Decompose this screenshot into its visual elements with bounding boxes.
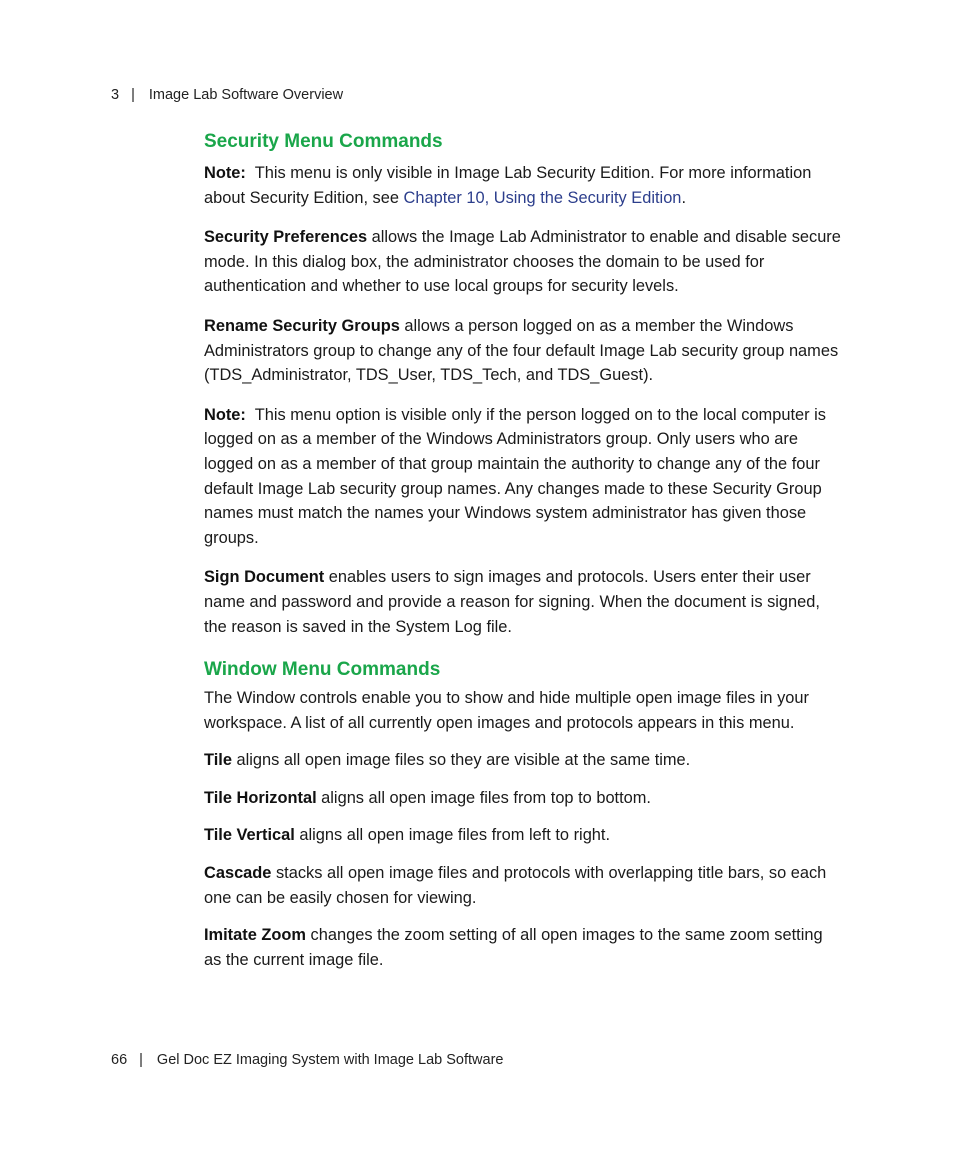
imitate-zoom-paragraph [204, 923, 844, 972]
note-label: Note: [204, 405, 246, 424]
cascade-term: Cascade [204, 864, 272, 883]
imitate-zoom-term: Imitate Zoom [204, 926, 306, 945]
footer-separator: | [139, 1052, 143, 1068]
running-footer [111, 1052, 503, 1068]
rename-security-groups-paragraph [204, 314, 844, 388]
tile-paragraph [204, 748, 844, 773]
note-label: Note: [204, 164, 246, 182]
window-intro-paragraph: The Window controls enable you to show and hide multiple open image files in your workspace. A list of all currently open images and protocols appears in this menu. [204, 689, 809, 732]
window-menu-heading: Window Menu Commands [204, 659, 441, 681]
security-menu-heading: Security Menu Commands [204, 131, 443, 152]
tile-horizontal-paragraph [204, 786, 844, 811]
tile-vertical-text: aligns all open image files from left to right. [294, 826, 611, 845]
chapter-title: Image Lab Software Overview [148, 87, 344, 103]
cascade-paragraph [204, 861, 844, 910]
page-number: 66 [111, 1052, 128, 1068]
chapter-number: 3 [111, 87, 120, 103]
administrators-note [204, 403, 844, 551]
book-title: Gel Doc EZ Imaging System with Image Lab Software [156, 1052, 504, 1068]
note-text-end: . [681, 188, 686, 207]
tile-vertical-paragraph [204, 823, 844, 848]
security-preferences-paragraph [204, 225, 844, 299]
security-preferences-text: allows the Image Lab Administrator to enable and disable secure mode. In this dialog box, the administrator chooses the domain to be used for authentication and whether to use local groups for security levels. [204, 228, 841, 296]
security-preferences-term: Security Preferences [204, 228, 368, 247]
tile-term: Tile [204, 751, 232, 770]
note-text: This menu option is visible only if the person logged on to the local computer is logged on as a member of the Windows Administrators group. Only users who are logged on as a member of that group maintain the authority to change any of the four default Image Lab security group names. Any changes made to these Security Group names must match the names your Windows system administrator has given those groups. [204, 405, 826, 547]
page-content [204, 128, 844, 972]
chapter-10-link[interactable]: Chapter 10, Using the Security Edition [403, 188, 682, 207]
tile-vertical-term: Tile Vertical [204, 826, 295, 845]
cascade-text: stacks all open image files and protocols with overlapping title bars, so each one can be easily chosen for viewing. [204, 864, 827, 907]
sign-document-text: enables users to sign images and protocols. Users enter their user name and password and provide a reason for signing. When the document is signed, the reason is saved in the System Log file. [204, 568, 820, 636]
tile-horizontal-text: aligns all open image files from top to bottom. [316, 788, 651, 807]
sign-document-paragraph [204, 565, 844, 639]
running-header [111, 87, 343, 103]
tile-horizontal-term: Tile Horizontal [204, 788, 317, 807]
rename-security-groups-text: allows a person logged on as a member the Windows Administrators group to change any of the four default Image Lab security group names (TDS_Administrator, TDS_User, TDS_Tech, and TDS_Guest). [204, 316, 839, 385]
rename-security-groups-term: Rename Security Groups [204, 316, 400, 335]
note-text: This menu is only visible in Image Lab Security Edition. For more information about Security Edition, see [204, 164, 812, 207]
sign-document-term: Sign Document [204, 568, 325, 587]
imitate-zoom-text: changes the zoom setting of all open images to the same zoom setting as the current image file. [204, 926, 823, 969]
tile-text: aligns all open image files so they are visible at the same time. [231, 751, 691, 770]
header-separator: | [131, 87, 135, 103]
security-note [204, 161, 844, 210]
